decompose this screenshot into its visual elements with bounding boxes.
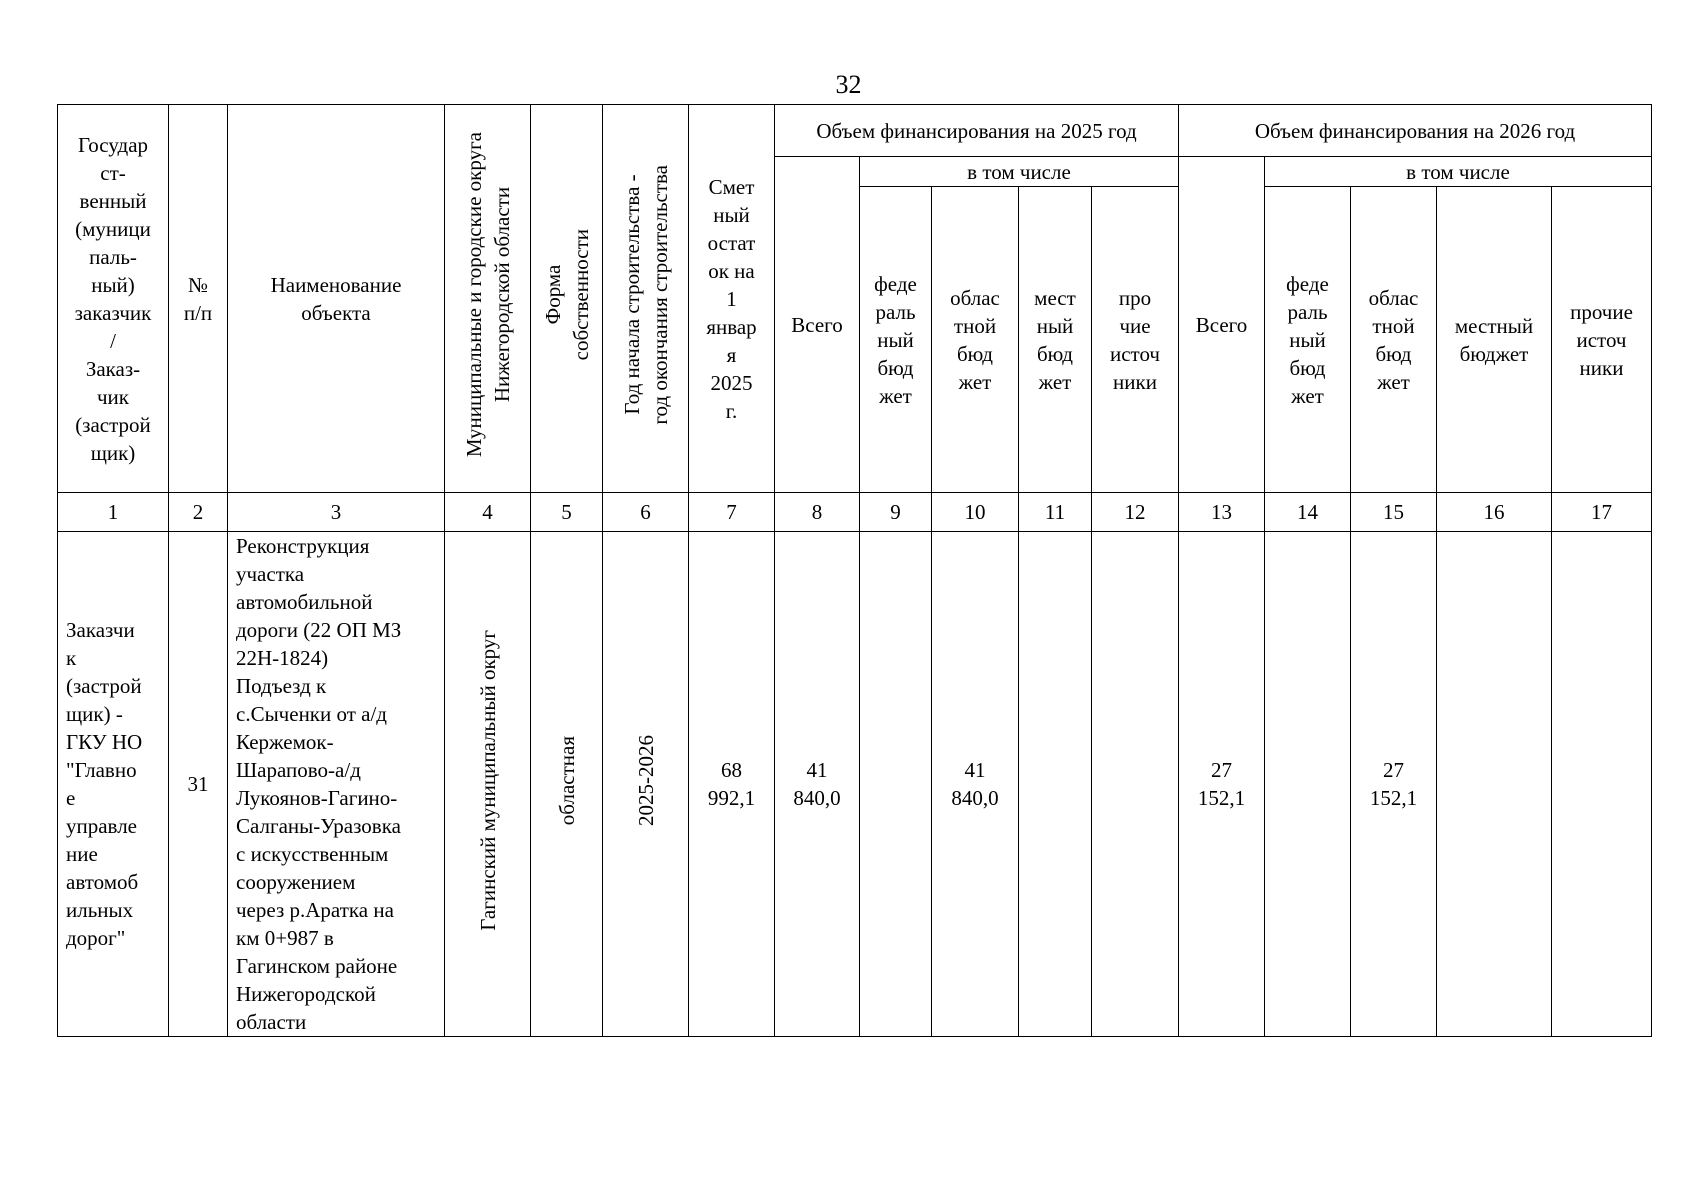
row-customer: Заказчи к (застрой щик) - ГКУ НО "Главно е управле ние автомоб ильных дорог" bbox=[58, 532, 169, 1037]
row-regional-2025: 41 840,0 bbox=[932, 532, 1019, 1037]
header-num: № п/п bbox=[169, 105, 228, 493]
column-number: 3 bbox=[228, 493, 445, 532]
header-local-2026: местный бюджет bbox=[1437, 187, 1552, 493]
header-regional-2026: облас тной бюд жет bbox=[1351, 187, 1437, 493]
row-municipal-cell bbox=[445, 532, 531, 1037]
column-number: 6 bbox=[603, 493, 689, 532]
page-number: 32 bbox=[835, 70, 862, 99]
row-municipal: Гагинский муниципальный округ bbox=[475, 630, 500, 931]
row-years-cell bbox=[603, 532, 689, 1037]
header-ownership: Форма собственности bbox=[540, 229, 593, 361]
row-num: 31 bbox=[169, 532, 228, 1037]
row-other-2026 bbox=[1552, 532, 1652, 1037]
row-federal-2025 bbox=[860, 532, 932, 1037]
table-row bbox=[58, 532, 1652, 1037]
header-ownership-cell bbox=[531, 105, 603, 493]
row-estimate: 68 992,1 bbox=[689, 532, 775, 1037]
header-including-2026: в том числе bbox=[1265, 157, 1652, 187]
column-number: 14 bbox=[1265, 493, 1351, 532]
header-federal-2025: феде раль ный бюд жет bbox=[860, 187, 932, 493]
column-number: 10 bbox=[932, 493, 1019, 532]
row-local-2026 bbox=[1437, 532, 1552, 1037]
column-number: 11 bbox=[1019, 493, 1092, 532]
header-years: Год начала строительства - год окончания строительства bbox=[619, 165, 672, 425]
row-total-2026: 27 152,1 bbox=[1179, 532, 1265, 1037]
column-number: 7 bbox=[689, 493, 775, 532]
column-number-row bbox=[58, 493, 1652, 532]
row-other-2025 bbox=[1092, 532, 1179, 1037]
header-funding-2026: Объем финансирования на 2026 год bbox=[1179, 105, 1652, 157]
column-number: 15 bbox=[1351, 493, 1437, 532]
column-number: 8 bbox=[775, 493, 860, 532]
column-number: 12 bbox=[1092, 493, 1179, 532]
row-ownership-cell bbox=[531, 532, 603, 1037]
row-total-2025: 41 840,0 bbox=[775, 532, 860, 1037]
header-regional-2025: облас тной бюд жет bbox=[932, 187, 1019, 493]
header-including-2025: в том числе bbox=[860, 157, 1179, 187]
header-estimate: Смет ный остат ок на 1 январ я 2025 г. bbox=[689, 105, 775, 493]
header-funding-2025: Объем финансирования на 2025 год bbox=[775, 105, 1179, 157]
header-customer: Государ ст- венный (муници паль- ный) заказчик / Заказ- чик (застрой щик) bbox=[58, 105, 169, 493]
header-object-name: Наименование объекта bbox=[228, 105, 445, 493]
column-number: 5 bbox=[531, 493, 603, 532]
header-municipal-cell bbox=[445, 105, 531, 493]
header-total-2025: Всего bbox=[775, 157, 860, 493]
row-years: 2025-2026 bbox=[633, 735, 658, 826]
column-number: 4 bbox=[445, 493, 531, 532]
row-ownership: областная bbox=[554, 735, 579, 826]
header-local-2025: мест ный бюд жет bbox=[1019, 187, 1092, 493]
row-federal-2026 bbox=[1265, 532, 1351, 1037]
column-number: 16 bbox=[1437, 493, 1552, 532]
header-years-cell bbox=[603, 105, 689, 493]
column-number: 1 bbox=[58, 493, 169, 532]
column-number: 17 bbox=[1552, 493, 1652, 532]
financing-table bbox=[57, 104, 1652, 1037]
header-other-2025: про чие источ ники bbox=[1092, 187, 1179, 493]
header-federal-2026: феде раль ный бюд жет bbox=[1265, 187, 1351, 493]
header-municipal: Муниципальные и городские округа Нижегородской области bbox=[461, 132, 514, 458]
row-object-name: Реконструкция участка автомобильной дороги (22 ОП МЗ 22Н-1824) Подъезд к с.Сыченки от а/д Кержемок- Шарапово-а/д Лукоянов-Гагино- Салганы-Уразовка с искусственным сооружением через р.Аратка на км 0+987 в Гагинском районе Нижегородской области bbox=[228, 532, 445, 1037]
row-regional-2026: 27 152,1 bbox=[1351, 532, 1437, 1037]
header-other-2026: прочие источ ники bbox=[1552, 187, 1652, 493]
row-local-2025 bbox=[1019, 532, 1092, 1037]
header-total-2026: Всего bbox=[1179, 157, 1265, 493]
column-number: 2 bbox=[169, 493, 228, 532]
column-number: 9 bbox=[860, 493, 932, 532]
column-number: 13 bbox=[1179, 493, 1265, 532]
